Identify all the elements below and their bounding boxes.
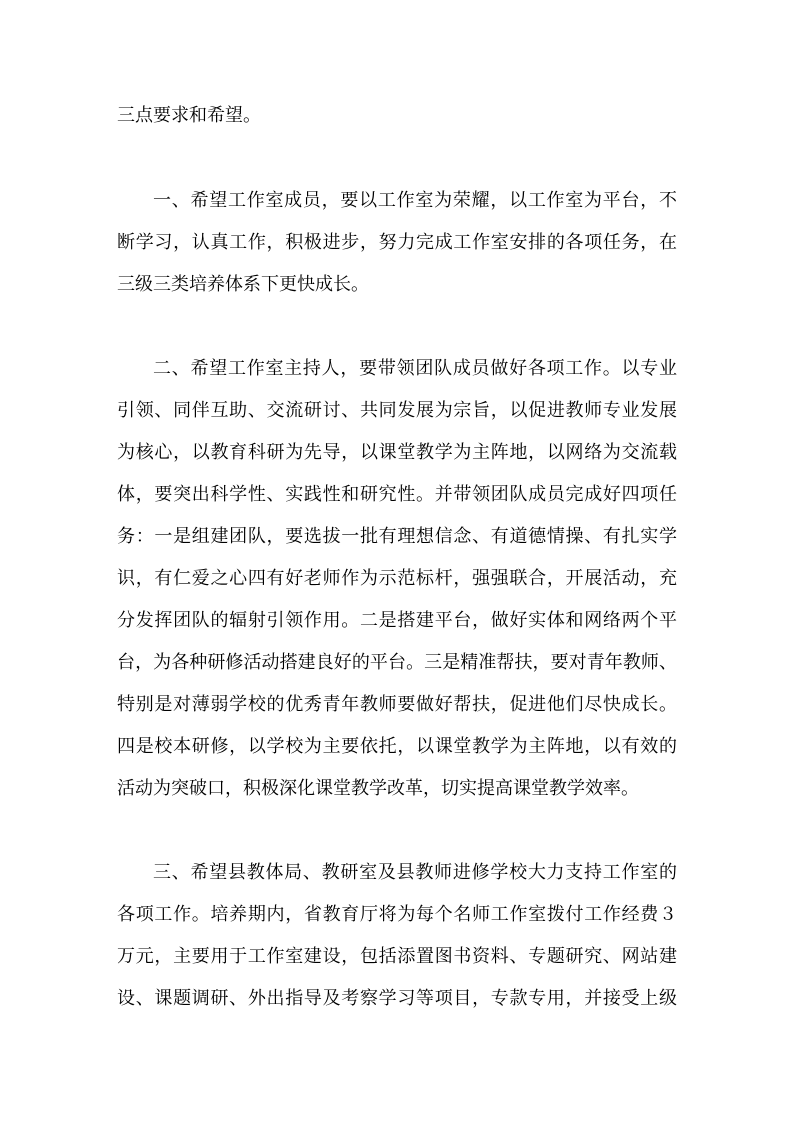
paragraph-line: 分发挥团队的辐射引领作用。二是搭建平台，做好实体和网络两个平 bbox=[117, 610, 677, 631]
paragraph-line: 设、课题调研、外出指导及考察学习等项目，专款专用，并接受上级 bbox=[117, 988, 677, 1009]
paragraph-line: 万元，主要用于工作室建设，包括添置图书资料、专题研究、网站建 bbox=[117, 946, 677, 967]
paragraph-line: 特别是对薄弱学校的优秀青年教师要做好帮扶，促进他们尽快成长。 bbox=[117, 694, 677, 715]
paragraph-line: 三点要求和希望。 bbox=[117, 105, 261, 126]
paragraph-line: 为核心，以教育科研为先导，以课堂教学为主阵地，以网络为交流载 bbox=[117, 442, 677, 463]
paragraph-line: 三、希望县教体局、教研室及县教师进修学校大力支持工作室的 bbox=[153, 862, 677, 883]
paragraph-line: 二、希望工作室主持人，要带领团队成员做好各项工作。以专业 bbox=[153, 358, 677, 379]
paragraph-line: 三级三类培养体系下更快成长。 bbox=[117, 274, 369, 295]
paragraph-line: 引领、同伴互助、交流研讨、共同发展为宗旨，以促进教师专业发展 bbox=[117, 400, 677, 421]
paragraph-line: 活动为突破口，积极深化课堂教学改革，切实提高课堂教学效率。 bbox=[117, 778, 639, 799]
paragraph-line: 四是校本研修，以学校为主要依托，以课堂教学为主阵地，以有效的 bbox=[117, 736, 677, 757]
paragraph-line: 体，要突出科学性、实践性和研究性。并带领团队成员完成好四项任 bbox=[117, 484, 677, 505]
paragraph-line: 台，为各种研修活动搭建良好的平台。三是精准帮扶，要对青年教师、 bbox=[117, 652, 677, 673]
paragraph-line: 各项工作。培养期内，省教育厅将为每个名师工作室拨付工作经费３ bbox=[117, 904, 677, 925]
paragraph-line: 务：一是组建团队，要选拔一批有理想信念、有道德情操、有扎实学 bbox=[117, 526, 677, 547]
paragraph-line: 一、希望工作室成员，要以工作室为荣耀，以工作室为平台，不 bbox=[153, 190, 677, 211]
paragraph-line: 断学习，认真工作，积极进步，努力完成工作室安排的各项任务，在 bbox=[117, 232, 677, 253]
paragraph-line: 识，有仁爱之心四有好老师作为示范标杆，强强联合，开展活动，充 bbox=[117, 568, 677, 589]
